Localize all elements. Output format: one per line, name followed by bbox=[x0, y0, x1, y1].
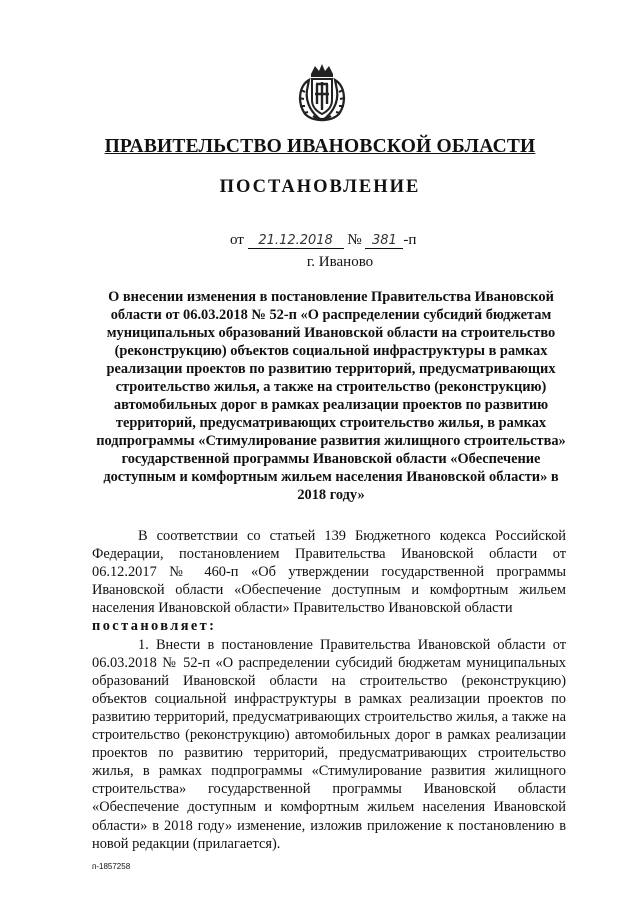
date-from-label: от bbox=[230, 232, 244, 248]
decree-number: 381 bbox=[365, 233, 403, 249]
number-suffix: -п bbox=[403, 232, 417, 248]
coat-of-arms-emblem bbox=[293, 60, 351, 122]
decree-subject: О внесении изменения в постановление Правительства Ивановской области от 06.03.2018 № 52-п «О распределении субсидий бюджетам муниципальных образований Ивановской области на строительство (реконструкцию) объектов социальной инфраструктуры в рамках реализации проектов по развитию территорий, предусматривающих строительство жилья, а также на строительство (реконструкцию) автомобильных дорог в рамках реализации проектов по развитию территорий, предусматривающих строительство жилья, в рамках подпрограммы «Стимулирование развития жилищного строительства» государственной программы Ивановской области «Обеспечение доступным и комфортным жильем населения Ивановской области» в 2018 году» bbox=[96, 289, 566, 503]
number-sign: № bbox=[347, 232, 362, 248]
decree-body bbox=[92, 527, 566, 853]
footer-document-code: п-1857258 bbox=[92, 862, 131, 871]
document-type-title: ПОСТАНОВЛЕНИЕ bbox=[219, 177, 421, 197]
resolution-word-paragraph bbox=[92, 617, 566, 635]
item-1-paragraph bbox=[92, 636, 566, 853]
item-1-text: 1. Внести в постановление Правительства Ивановской области от 06.03.2018 № 52-п «О распределении субсидий бюджетам муниципальных образований Ивановской области на строительство (реконструкцию) объектов социальной инфраструктуры в рамках реализации проектов по развитию территорий, предусматривающих строительство жилья, а также на строительство (реконструкцию) автомобильных дорог в рамках реализации проектов по развитию территорий, предусматривающих строительство жилья, в рамках подпрограммы «Стимулирование развития жилищного строительства» государственной программы Ивановской области «Обеспечение доступным и комфортным жильем населения Ивановской области» в 2018 году» изменение, изложив приложение к постановлению в новой редакции (прилагается). bbox=[92, 636, 566, 852]
preamble-text: В соответствии со статьей 139 Бюджетного кодекса Российской Федерации, постановлением Правительства Ивановской области от 06.12.2017 № 460-п «Об утверждении государственной программы Ивановской области «Обеспечение доступным и комфортным жильем населения Ивановской области» Правительство Ивановской области bbox=[92, 528, 566, 617]
city-line: г. Иваново bbox=[306, 254, 374, 270]
resolution-word: постановляет: bbox=[92, 618, 217, 635]
decree-date: 21.12.2018 bbox=[248, 233, 344, 249]
date-number-line bbox=[230, 232, 416, 249]
government-title: ПРАВИТЕЛЬСТВО ИВАНОВСКОЙ ОБЛАСТИ bbox=[104, 136, 536, 157]
preamble-paragraph bbox=[92, 527, 566, 617]
